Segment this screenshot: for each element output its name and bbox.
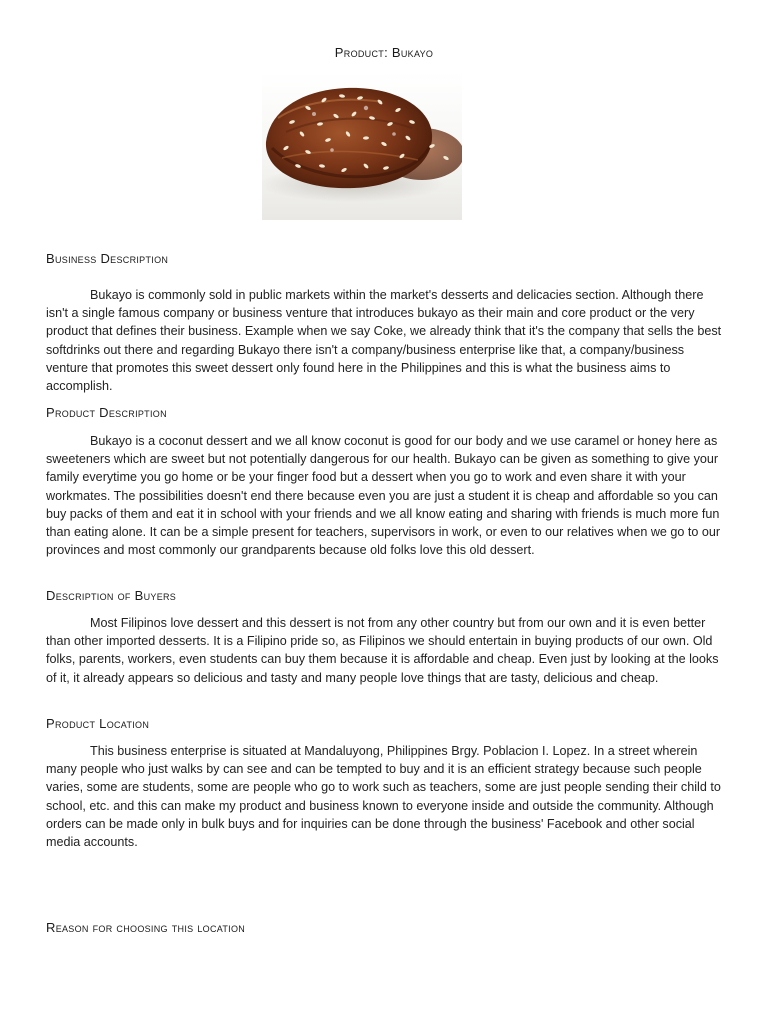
section-body-product-location: This business enterprise is situated at Mandaluyong, Philippines Brgy. Poblacion I. Lopez. In a street wherein many people who just walks by can see and can be tempted to buy and it is an efficient strategy because such people varies, some are students, some are people who go to work such as teachers, some are just people sending their child to school, etc. and this can make my product and business known to everyone inside and outside the community. Although orders can be made only in bulk buys and for inquiries can be done through the business' Facebook and other social media accounts. <box>46 744 721 850</box>
section-heading-reason-for-location: Reason for choosing this location <box>46 920 246 935</box>
bukayo-photo <box>262 72 462 220</box>
section-heading-product-location: Product Location <box>46 716 150 731</box>
bukayo-illustration <box>262 72 462 220</box>
section-heading-description-of-buyers: Description of Buyers <box>46 588 177 603</box>
section-heading-business-description: Business Description <box>46 251 169 266</box>
section-body-product-description: Bukayo is a coconut dessert and we all know coconut is good for our body and we use caramel or honey here as sweeteners which are sweet but not potentially dangerous for our health. Bukayo can be given as something to give your family everytime you go home or be your finger food but a dessert when you go to work and even share it with your workmates. The possibilities doesn't end there because even you are just a student it is cheap and affordable so you can buy packs of them and eat it in school with your friends and we all know eating and sharing with friends is much more fun than eating alone. It can be a simple present for teachers, supervisors in work, or even to our relatives when we go to our provinces and most commonly our grandparents because old folks love this old dessert. <box>46 434 721 558</box>
document-title: Product: Bukayo <box>334 45 434 60</box>
section-body-business-description: Bukayo is commonly sold in public markets within the market's desserts and delicacies section. Although there isn't a single famous company or business venture that introduces bukayo as their main and core product or the very product that defines their business. Example when we say Coke, we already think that it's the company that sells the best softdrinks out there and regarding Bukayo there isn't a company/business enterprise like that, a company/business venture that promotes this sweet dessert only found here in the Philippines and this is what the business aims to accomplish. <box>46 288 722 394</box>
section-body-description-of-buyers: Most Filipinos love dessert and this dessert is not from any other country but from our own and it is even better than other imported desserts. It is a Filipino pride so, as Filipinos we should entertain in buying products of our own. Old folks, parents, workers, even students can buy them because it is affordable and cheap. Even just by looking at the looks of it, it already appears so delicious and tasty and many people love things that are tasty, delicious and cheap. <box>46 616 719 685</box>
section-heading-product-description: Product Description <box>46 405 167 420</box>
